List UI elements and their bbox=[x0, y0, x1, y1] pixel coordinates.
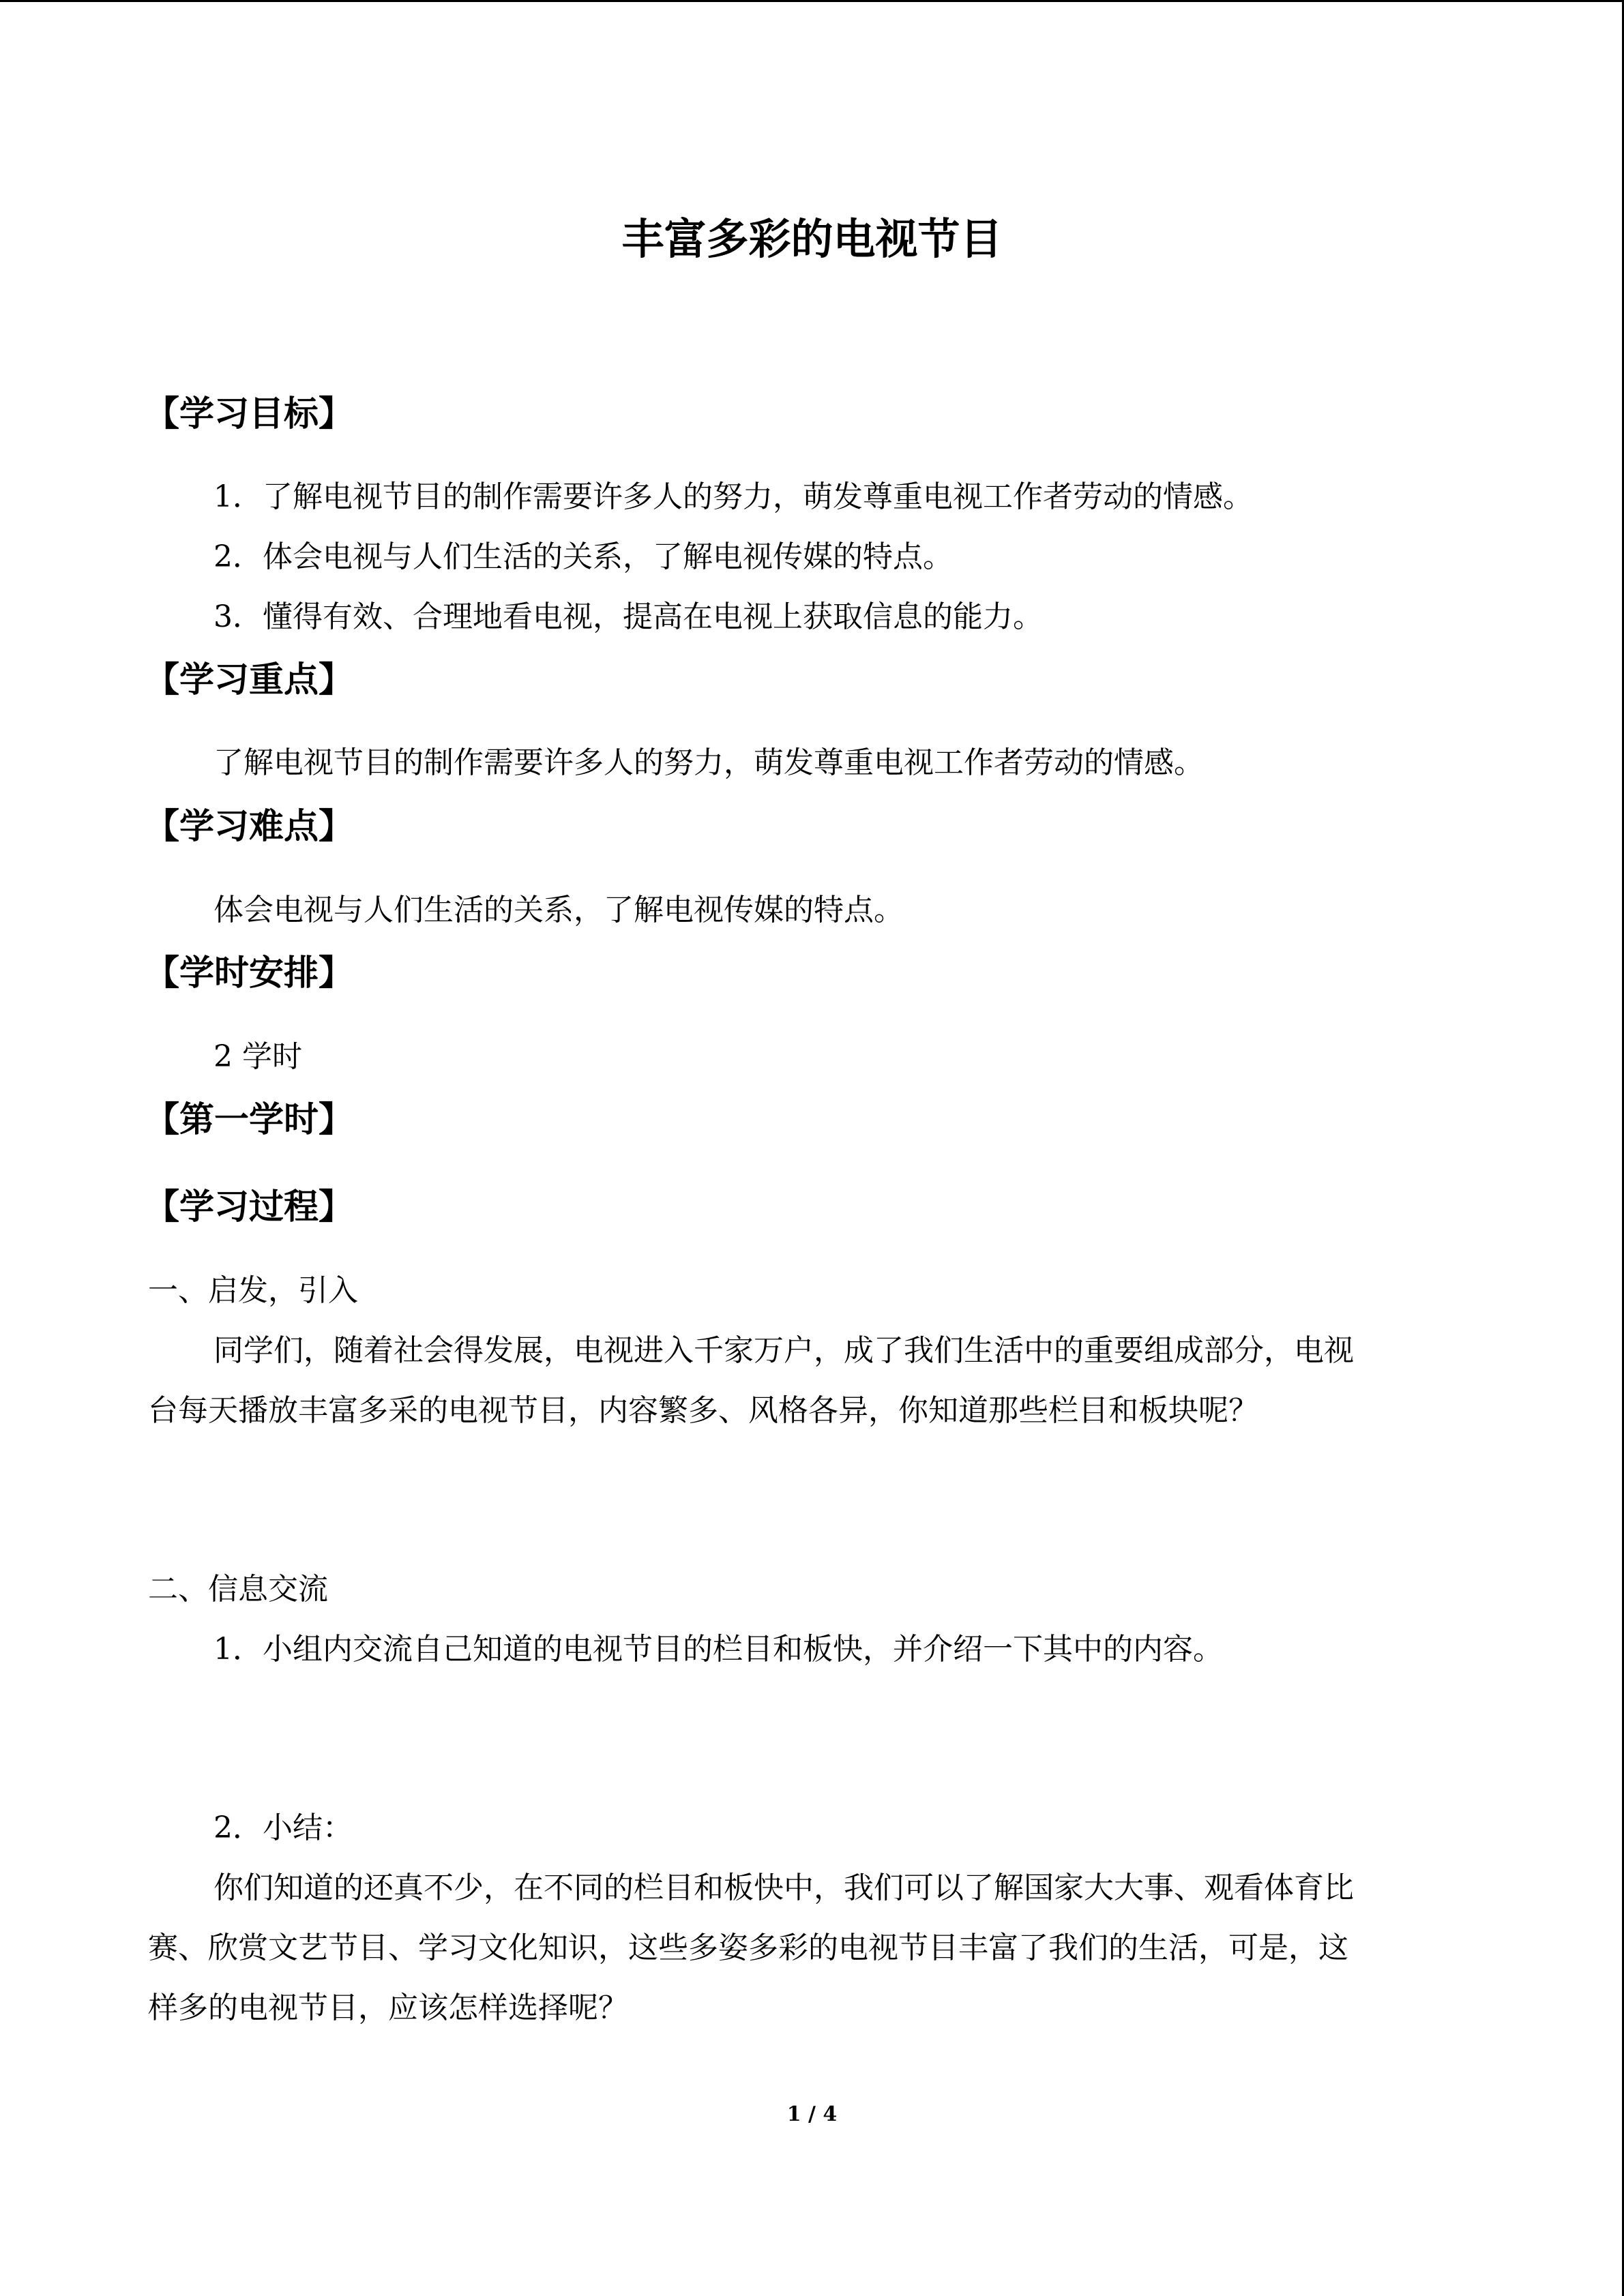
goal-item-1: 1．了解电视节目的制作需要许多人的努力，萌发尊重电视工作者劳动的情感。 bbox=[213, 479, 1253, 514]
goal-item-2: 2．体会电视与人们生活的关系，了解电视传媒的特点。 bbox=[213, 539, 953, 574]
part1-heading: 一、启发，引入 bbox=[148, 1273, 358, 1308]
summary-line-1: 你们知道的还真不少，在不同的栏目和板快中，我们可以了解国家大大事、观看体育比 bbox=[213, 1870, 1354, 1905]
heading-first-period: 【第一学时】 bbox=[145, 1100, 354, 1140]
part1-line-2: 台每天播放丰富多采的电视节目，内容繁多、风格各异，你知道那些栏目和板块呢？ bbox=[148, 1393, 1258, 1428]
part2-item-2: 2．小结： bbox=[213, 1810, 353, 1845]
summary-line-2: 赛、欣赏文艺节目、学习文化知识，这些多姿多彩的电视节目丰富了我们的生活，可是，这 bbox=[148, 1930, 1348, 1965]
heading-difficulties: 【学习难点】 bbox=[145, 807, 354, 847]
part2-heading: 二、信息交流 bbox=[148, 1572, 328, 1607]
page-number: 1 / 4 bbox=[786, 2102, 838, 2126]
heading-schedule: 【学时安排】 bbox=[145, 953, 354, 994]
document-title: 丰富多彩的电视节目 bbox=[621, 214, 1003, 264]
goal-item-3: 3．懂得有效、合理地看电视，提高在电视上获取信息的能力。 bbox=[213, 599, 1043, 634]
heading-learning-process: 【学习过程】 bbox=[145, 1187, 354, 1227]
part2-item-1: 1．小组内交流自己知道的电视节目的栏目和板快，并介绍一下其中的内容。 bbox=[213, 1632, 1223, 1667]
summary-line-3: 样多的电视节目，应该怎样选择呢？ bbox=[148, 1991, 628, 2025]
heading-key-points: 【学习重点】 bbox=[145, 660, 354, 700]
difficulties-text: 体会电视与人们生活的关系，了解电视传媒的特点。 bbox=[213, 893, 904, 927]
key-points-text: 了解电视节目的制作需要许多人的努力，萌发尊重电视工作者劳动的情感。 bbox=[213, 745, 1204, 780]
heading-learning-goals: 【学习目标】 bbox=[145, 394, 354, 434]
part1-line-1: 同学们，随着社会得发展，电视进入千家万户，成了我们生活中的重要组成部分，电视 bbox=[213, 1333, 1354, 1368]
schedule-text: 2 学时 bbox=[213, 1039, 302, 1074]
